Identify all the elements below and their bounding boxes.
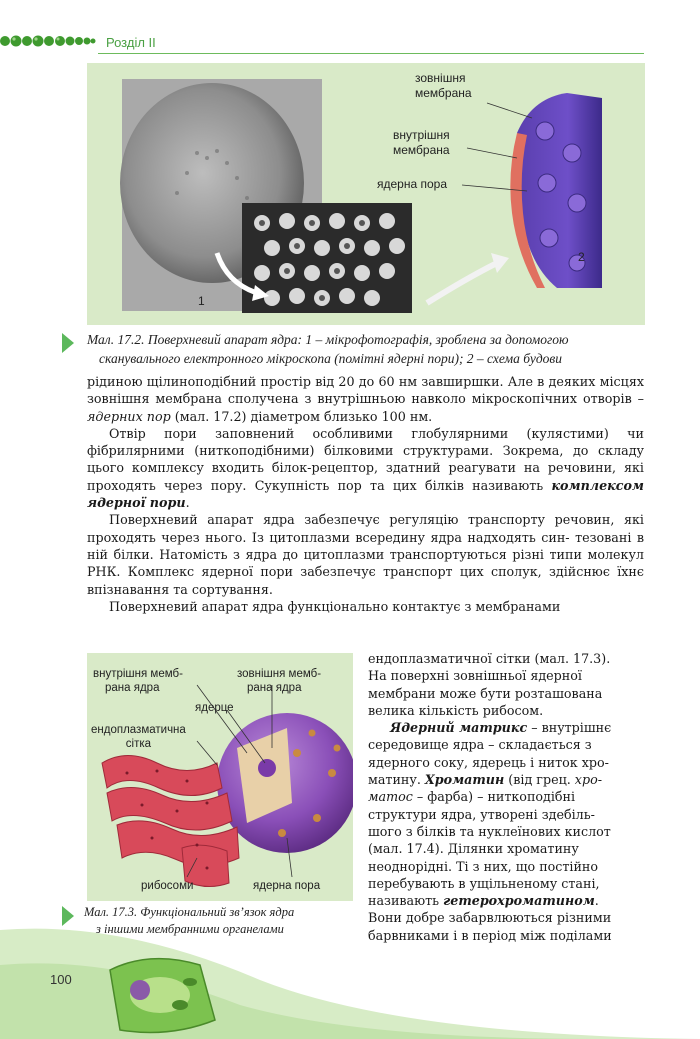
figure-17-2 xyxy=(87,63,645,325)
main-text xyxy=(87,373,644,615)
label-endoplasmic-reticulum: ендоплазматична сітка xyxy=(91,724,186,750)
figure-number-2: 2 xyxy=(578,250,585,264)
section-label: Розділ II xyxy=(106,35,156,50)
figure-17-2-art xyxy=(87,63,645,325)
figure-number-1: 1 xyxy=(198,294,205,308)
label-nuclear-pore: ядерна пора xyxy=(377,177,448,191)
paragraph: Поверхневий апарат ядра функціонально контактує з мембранами xyxy=(109,598,561,614)
bottom-decoration xyxy=(0,870,700,1039)
figure-17-3 xyxy=(87,653,353,901)
header-beads-decoration xyxy=(0,34,96,48)
label-ribosomes: рибосоми xyxy=(141,880,194,892)
figure-17-2-caption: Мал. 17.2. Поверхневий апарат ядра: 1 – мікрофотографія, зроблена за допомогою сканувального електронного мікроскопа (помітні ядерні пори); 2 – схема будови xyxy=(87,332,569,366)
plant-cell-icon xyxy=(110,959,215,1033)
label-outer-nuclear-membrane: зовнішня мемб- рана ядра xyxy=(237,668,322,694)
caption-marker-icon xyxy=(62,333,74,353)
paragraph: Поверхневий апарат ядра забезпечує регуляцію транспорту речовин, які проходять через нього. Із цитоплазми всередину ядра надходять син- тезовані в ній білки. Натомість з ядра до цитоплазми транспортуються різні типи молекул РНК. Комплекс ядерної пори забезпечує транспорт цих сполук, здійснює їхнє впізнавання та сортування. xyxy=(87,512,645,597)
label-inner-nuclear-membrane: внутрішня мемб- рана ядра xyxy=(93,668,183,694)
label-nucleolus: ядерце xyxy=(195,702,234,714)
label-outer-membrane: зовнішня мембрана xyxy=(415,71,472,100)
paragraph: рідиною щілиноподібний простір від 20 до 60 нм завширшки. Але в деяких місцях зовнішня мембрана сполучена з внутрішньою навколо мікроскопічних отворів – ядерних пор (мал. 17.2) діаметром близько 100 нм. xyxy=(87,374,644,424)
right-column-text: ендоплазматичної сітки (мал. 17.3). На поверхні зовнішньої ядерної мембрани може бути розташована велика кількість рибосом. Ядерний матрикс – внутрішнє середовище ядра – складається з ядерного соку, ядерець і ниток хро- матину. Хроматин (від грец. хро- матос – фарба) – ниткоподібні структури ядра, утворені здебіль- шого з білків та нуклеїнових кислот (мал. 17.4). Ділянки хроматину неоднорідні. Ті з них, що постійно перебувають в ущільненому стані, називають гетерохроматином. Вони добре забарвлюються різними барвниками і в період між поділами xyxy=(368,651,612,943)
paragraph: Отвір пори заповнений особливими глобулярними (кулястими) чи фібрилярними (ниткоподібними) білковими структурами. Зокрема, до складу цього комплексу входить білок-рецептор, здатний реагувати на речовини, які проходять через пору. Сукупність пор та цих білків називають комплексом ядерної пори. xyxy=(87,425,644,511)
figure-17-3-caption: Мал. 17.3. Функціональний зв’язок ядра з іншими мембранними органелами xyxy=(84,905,295,936)
label-inner-membrane: внутрішня мембрана xyxy=(393,128,450,157)
header-rule xyxy=(98,53,644,54)
er-illustration xyxy=(102,756,239,887)
page-number: 100 xyxy=(50,972,72,987)
arrow-icon xyxy=(427,263,497,303)
label-nuclear-pore-2: ядерна пора xyxy=(253,880,321,892)
